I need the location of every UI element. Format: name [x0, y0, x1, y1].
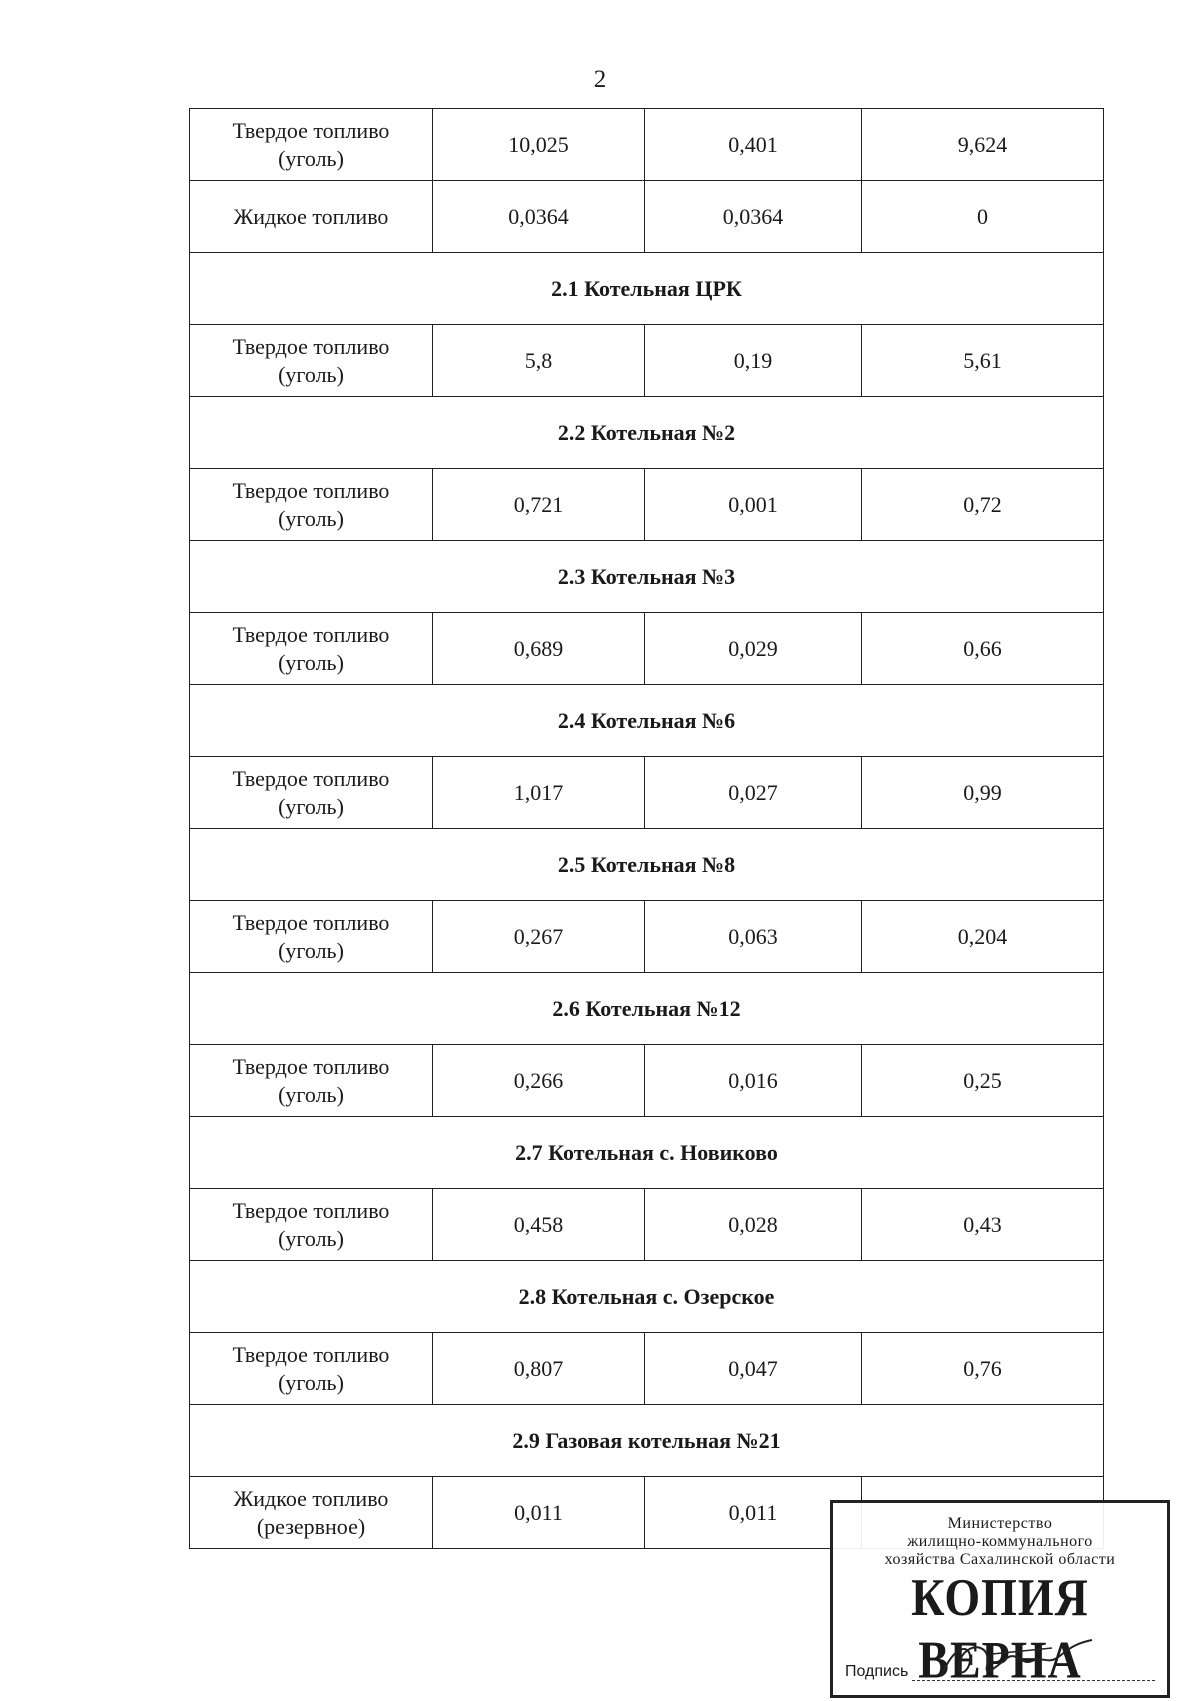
value-cell-1: 5,8	[433, 325, 645, 397]
table-row	[190, 901, 1104, 973]
value-cell-2: 0,063	[645, 901, 862, 973]
section-title: 2.5 Котельная №8	[190, 829, 1104, 901]
fuel-type-cell: Жидкое топливо (резервное)	[190, 1477, 433, 1549]
copy-certified-stamp	[830, 1500, 1170, 1698]
table-row	[190, 757, 1104, 829]
fuel-type-cell: Жидкое топливо	[190, 181, 433, 253]
section-row	[190, 1261, 1104, 1333]
value-cell-1: 1,017	[433, 757, 645, 829]
fuel-type-cell: Твердое топливо (уголь)	[190, 1333, 433, 1405]
stamp-copy-true: КОПИЯ ВЕРНА	[911, 1568, 1089, 1689]
value-cell-2: 0,028	[645, 1189, 862, 1261]
fuel-type-cell: Твердое топливо (уголь)	[190, 901, 433, 973]
section-title: 2.7 Котельная с. Новиково	[190, 1117, 1104, 1189]
stamp-line-region: хозяйства Сахалинской области	[884, 1551, 1116, 1568]
fuel-type-cell: Твердое топливо (уголь)	[190, 1045, 433, 1117]
section-row	[190, 1405, 1104, 1477]
value-cell-2: 0,0364	[645, 181, 862, 253]
value-cell-2: 0,029	[645, 613, 862, 685]
handwritten-signature	[932, 1636, 1102, 1686]
fuel-type-cell: Твердое топливо (уголь)	[190, 109, 433, 181]
fuel-table	[189, 108, 1104, 1549]
stamp-line-housing: жилищно-коммунального	[907, 1533, 1093, 1550]
table-row	[190, 325, 1104, 397]
value-cell-3: 0,99	[862, 757, 1104, 829]
page-number: 2	[593, 66, 607, 93]
value-cell-1: 0,807	[433, 1333, 645, 1405]
value-cell-1: 10,025	[433, 109, 645, 181]
table-row	[190, 1045, 1104, 1117]
value-cell-3: 0,76	[862, 1333, 1104, 1405]
value-cell-3: 0,25	[862, 1045, 1104, 1117]
section-title: 2.2 Котельная №2	[190, 397, 1104, 469]
table-row	[190, 109, 1104, 181]
table-row	[190, 1333, 1104, 1405]
stamp-signature-row	[845, 1663, 1155, 1681]
section-row	[190, 541, 1104, 613]
value-cell-2: 0,001	[645, 469, 862, 541]
signature-line	[912, 1678, 1155, 1681]
value-cell-3: 5,61	[862, 325, 1104, 397]
value-cell-1: 0,0364	[433, 181, 645, 253]
value-cell-1: 0,721	[433, 469, 645, 541]
value-cell-3: 0	[862, 181, 1104, 253]
value-cell-3: 0,204	[862, 901, 1104, 973]
section-title: 2.4 Котельная №6	[190, 685, 1104, 757]
value-cell-2: 0,047	[645, 1333, 862, 1405]
section-row	[190, 685, 1104, 757]
table-row	[190, 181, 1104, 253]
value-cell-1: 0,267	[433, 901, 645, 973]
fuel-type-cell: Твердое топливо (уголь)	[190, 469, 433, 541]
section-row	[190, 1117, 1104, 1189]
value-cell-2: 0,401	[645, 109, 862, 181]
value-cell-2: 0,19	[645, 325, 862, 397]
value-cell-2: 0,011	[645, 1477, 862, 1549]
fuel-type-cell: Твердое топливо (уголь)	[190, 325, 433, 397]
value-cell-1: 0,011	[433, 1477, 645, 1549]
section-title: 2.6 Котельная №12	[190, 973, 1104, 1045]
table-row	[190, 1189, 1104, 1261]
value-cell-3: 9,624	[862, 109, 1104, 181]
value-cell-1: 0,266	[433, 1045, 645, 1117]
stamp-line-ministry: Министерство	[947, 1515, 1053, 1532]
signature-label: Подпись	[845, 1663, 909, 1680]
section-title: 2.8 Котельная с. Озерское	[190, 1261, 1104, 1333]
value-cell-3: 0,66	[862, 613, 1104, 685]
fuel-table-body	[190, 109, 1104, 1549]
value-cell-2: 0,016	[645, 1045, 862, 1117]
table-row	[190, 469, 1104, 541]
value-cell-2: 0,027	[645, 757, 862, 829]
section-title: 2.9 Газовая котельная №21	[190, 1405, 1104, 1477]
section-row	[190, 829, 1104, 901]
fuel-type-cell: Твердое топливо (уголь)	[190, 1189, 433, 1261]
section-title: 2.3 Котельная №3	[190, 541, 1104, 613]
fuel-type-cell: Твердое топливо (уголь)	[190, 613, 433, 685]
section-title: 2.1 Котельная ЦРК	[190, 253, 1104, 325]
section-row	[190, 397, 1104, 469]
section-row	[190, 253, 1104, 325]
value-cell-3: 0,72	[862, 469, 1104, 541]
section-row	[190, 973, 1104, 1045]
fuel-type-cell: Твердое топливо (уголь)	[190, 757, 433, 829]
table-row	[190, 613, 1104, 685]
value-cell-1: 0,689	[433, 613, 645, 685]
value-cell-1: 0,458	[433, 1189, 645, 1261]
value-cell-3: 0,43	[862, 1189, 1104, 1261]
